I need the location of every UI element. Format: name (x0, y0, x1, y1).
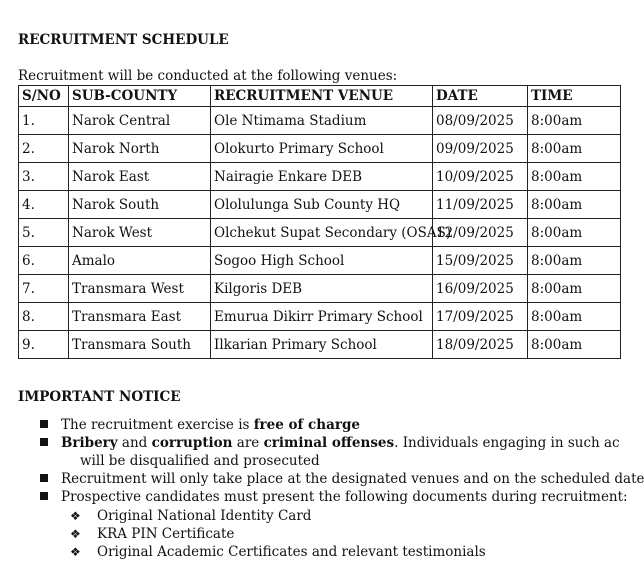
notice-bold: Bribery (61, 435, 118, 451)
cell-sub-county: Transmara West (69, 275, 211, 303)
cell-sub-county: Narok Central (69, 107, 211, 135)
notice-bold: corruption (151, 435, 233, 451)
intro-text: Recruitment will be conducted at the following venues: (18, 68, 398, 84)
document-item (70, 544, 486, 560)
table-row (19, 107, 621, 135)
cell-sub-county: Narok North (69, 135, 211, 163)
cell-time: 8:00am (528, 107, 621, 135)
cell-sub-county: Transmara East (69, 303, 211, 331)
cell-date: 16/09/2025 (433, 275, 528, 303)
table-row (19, 191, 621, 219)
notice-bold: criminal offenses (263, 435, 395, 451)
table-row (19, 219, 621, 247)
table-row (19, 303, 621, 331)
notice-text: Recruitment will only take place at the designated venues and on the scheduled date (61, 471, 644, 487)
cell-date: 11/09/2025 (433, 191, 528, 219)
header-time: TIME (528, 86, 621, 107)
cell-sub-county: Narok South (69, 191, 211, 219)
diamond-bullet-icon: ❖ (70, 527, 81, 541)
diamond-bullet-icon: ❖ (70, 545, 81, 559)
cell-sub-county: Amalo (69, 247, 211, 275)
table-row (19, 163, 621, 191)
notice-item-venues (40, 471, 644, 487)
document-label: Original Academic Certificates and relevant testimonials (97, 544, 486, 560)
cell-sno: 5. (19, 219, 69, 247)
header-sub-county: SUB-COUNTY (69, 86, 211, 107)
cell-date: 12/09/2025 (433, 219, 528, 247)
table-row (19, 275, 621, 303)
cell-time: 8:00am (528, 163, 621, 191)
notice-bold: free of charge (253, 417, 360, 433)
header-date: DATE (433, 86, 528, 107)
cell-venue: Ilkarian Primary School (211, 331, 433, 359)
cell-sno: 4. (19, 191, 69, 219)
cell-time: 8:00am (528, 247, 621, 275)
cell-sno: 1. (19, 107, 69, 135)
cell-date: 08/09/2025 (433, 107, 528, 135)
notice-item-bribery (40, 435, 620, 451)
cell-date: 10/09/2025 (433, 163, 528, 191)
document-item (70, 508, 311, 524)
cell-venue: Olchekut Supat Secondary (OSAS) (211, 219, 433, 247)
cell-sno: 2. (19, 135, 69, 163)
cell-venue: Olokurto Primary School (211, 135, 433, 163)
cell-venue: Sogoo High School (211, 247, 433, 275)
table-row (19, 135, 621, 163)
notice-text: . Individuals engaging in such ac (394, 435, 620, 451)
cell-time: 8:00am (528, 303, 621, 331)
schedule-table (18, 85, 621, 359)
cell-sno: 7. (19, 275, 69, 303)
cell-time: 8:00am (528, 275, 621, 303)
cell-date: 09/09/2025 (433, 135, 528, 163)
table-row (19, 331, 621, 359)
document-label: Original National Identity Card (97, 508, 312, 524)
cell-sub-county: Narok East (69, 163, 211, 191)
cell-time: 8:00am (528, 219, 621, 247)
square-bullet-icon (40, 474, 48, 482)
cell-sno: 6. (19, 247, 69, 275)
cell-venue: Kilgoris DEB (211, 275, 433, 303)
notice-text: The recruitment exercise is (61, 417, 254, 433)
cell-date: 18/09/2025 (433, 331, 528, 359)
notice-title: IMPORTANT NOTICE (18, 389, 181, 405)
cell-sub-county: Transmara South (69, 331, 211, 359)
cell-time: 8:00am (528, 191, 621, 219)
cell-venue: Ololulunga Sub County HQ (211, 191, 433, 219)
square-bullet-icon (40, 420, 48, 428)
document-label: KRA PIN Certificate (97, 526, 235, 542)
cell-venue: Nairagie Enkare DEB (211, 163, 433, 191)
header-venue: RECRUITMENT VENUE (211, 86, 433, 107)
notice-item-bribery-cont: will be disqualified and prosecuted (80, 453, 320, 469)
cell-sno: 9. (19, 331, 69, 359)
header-sno: S/NO (19, 86, 69, 107)
square-bullet-icon (40, 492, 48, 500)
notice-text: and (117, 435, 152, 451)
notice-text: Prospective candidates must present the following documents during recruitment: (61, 489, 628, 505)
cell-venue: Emurua Dikirr Primary School (211, 303, 433, 331)
notice-item-free (40, 417, 360, 433)
page-title: RECRUITMENT SCHEDULE (18, 32, 229, 48)
cell-sno: 8. (19, 303, 69, 331)
table-row (19, 247, 621, 275)
cell-date: 17/09/2025 (433, 303, 528, 331)
table-header-row (19, 86, 621, 107)
cell-time: 8:00am (528, 331, 621, 359)
cell-time: 8:00am (528, 135, 621, 163)
document-item (70, 526, 234, 542)
diamond-bullet-icon: ❖ (70, 509, 81, 523)
cell-sub-county: Narok West (69, 219, 211, 247)
notice-text: are (232, 435, 264, 451)
square-bullet-icon (40, 438, 48, 446)
notice-item-documents (40, 489, 628, 505)
cell-date: 15/09/2025 (433, 247, 528, 275)
cell-venue: Ole Ntimama Stadium (211, 107, 433, 135)
cell-sno: 3. (19, 163, 69, 191)
